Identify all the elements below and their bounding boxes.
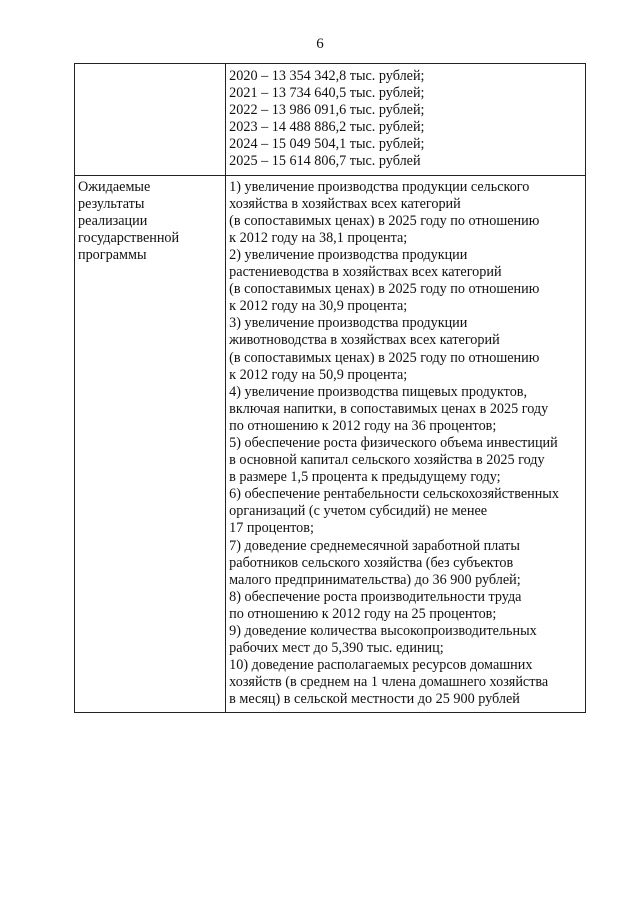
- result-line: 4) увеличение производства пищевых продуктов,: [229, 383, 528, 400]
- result-line: рабочих мест до 5,390 тыс. единиц;: [229, 640, 444, 657]
- program-passport-table: [74, 63, 586, 713]
- result-line: включая напитки, в сопоставимых ценах в 2025 году: [229, 400, 549, 417]
- result-line: 6) обеспечение рентабельности сельскохозяйственных: [229, 486, 559, 503]
- result-line: малого предпринимательства) до 36 900 рублей;: [229, 571, 521, 588]
- result-line: животноводства в хозяйствах всех категорий: [229, 332, 500, 349]
- result-line: 8) обеспечение роста производительности труда: [229, 588, 522, 605]
- result-line: по отношению к 2012 году на 25 процентов;: [229, 605, 497, 622]
- label-line: государственной: [78, 229, 180, 246]
- result-line: организаций (с учетом субсидий) не менее: [229, 503, 488, 520]
- label-line: Ожидаемые: [78, 178, 151, 195]
- result-line: (в сопоставимых ценах) в 2025 году по отношению: [229, 212, 540, 229]
- budget-line: 2023 – 14 488 886,2 тыс. рублей;: [229, 119, 425, 136]
- result-line: хозяйства в хозяйствах всех категорий: [229, 195, 461, 212]
- result-line: к 2012 году на 38,1 процента;: [229, 229, 408, 246]
- result-line: в месяц) в сельской местности до 25 900 рублей: [229, 691, 520, 708]
- result-line: (в сопоставимых ценах) в 2025 году по отношению: [229, 281, 540, 298]
- result-line: 7) доведение среднемесячной заработной платы: [229, 537, 520, 554]
- result-line: 1) увеличение производства продукции сельского: [229, 178, 530, 195]
- result-line: в основной капитал сельского хозяйства в 2025 году: [229, 452, 545, 469]
- budget-line: 2025 – 15 614 806,7 тыс. рублей: [229, 153, 421, 170]
- result-line: 3) увеличение производства продукции: [229, 315, 468, 332]
- budget-line: 2021 – 13 734 640,5 тыс. рублей;: [229, 85, 425, 102]
- label-line: программы: [78, 246, 147, 263]
- budget-line: 2022 – 13 986 091,6 тыс. рублей;: [229, 102, 425, 119]
- result-line: по отношению к 2012 году на 36 процентов;: [229, 417, 497, 434]
- result-line: 5) обеспечение роста физического объема инвестиций: [229, 434, 558, 451]
- result-line: к 2012 году на 50,9 процента;: [229, 366, 408, 383]
- result-line: в размере 1,5 процента к предыдущему году;: [229, 469, 501, 486]
- expected-results-row: [75, 175, 586, 713]
- result-line: 17 процентов;: [229, 520, 314, 537]
- label-line: результаты: [78, 195, 145, 212]
- budget-line: 2024 – 15 049 504,1 тыс. рублей;: [229, 136, 425, 153]
- result-line: 9) доведение количества высокопроизводительных: [229, 623, 537, 639]
- result-line: (в сопоставимых ценах) в 2025 году по отношению: [229, 349, 540, 366]
- result-line: работников сельского хозяйства (без субъектов: [229, 554, 514, 571]
- expected-results-label-cell: [75, 175, 226, 713]
- budget-row: [75, 64, 586, 176]
- label-line: реализации: [78, 212, 148, 229]
- result-line: растениеводства в хозяйствах всех категорий: [229, 264, 502, 281]
- budget-line: 2020 – 13 354 342,8 тыс. рублей;: [229, 68, 425, 84]
- expected-results-content-cell: [226, 175, 586, 713]
- budget-label-cell: [75, 64, 226, 176]
- page-number: 6: [316, 36, 324, 52]
- budget-values-cell: [226, 64, 586, 176]
- result-line: к 2012 году на 30,9 процента;: [229, 298, 408, 315]
- result-line: хозяйств (в среднем на 1 члена домашнего хозяйства: [229, 674, 549, 691]
- result-line: 2) увеличение производства продукции: [229, 246, 468, 263]
- result-line: 10) доведение располагаемых ресурсов домашних: [229, 657, 533, 674]
